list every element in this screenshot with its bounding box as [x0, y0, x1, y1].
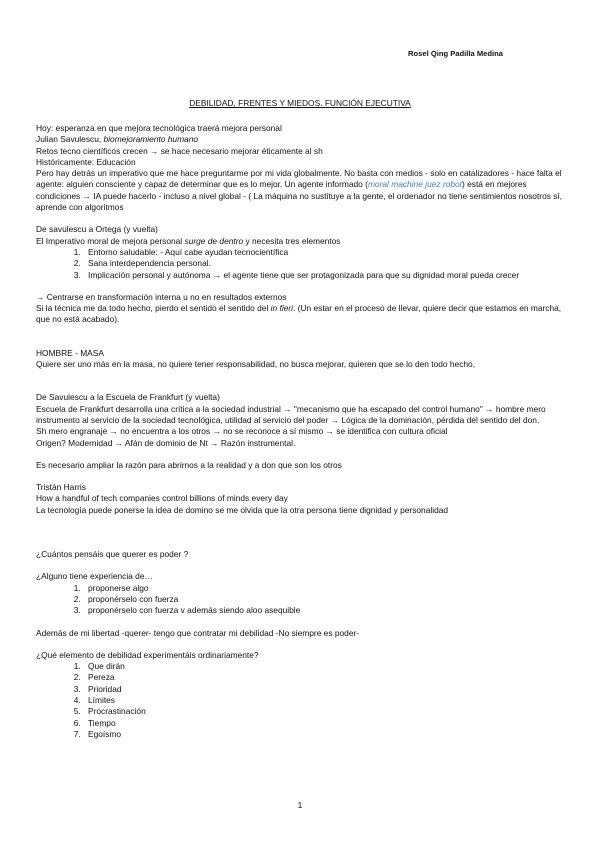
frankfurt-paragraph: Escuela de Frankfurt desarrolla una crítica a la sociedad industrial → "mecanismo que ha escapado del control humano" → hombre mero instrumento al servicio de la sociedad tecnológica, utilidad al servicio del poder → Lógica de la dominación, pérdida del sentido del don. — [36, 403, 546, 425]
list-item: 3. Implicación personal y autónoma → el agente tiene que ser protagonizada para que su dignidad moral pueda crecer — [83, 270, 566, 281]
moral-machine-link[interactable]: moral machine juez robot — [367, 179, 462, 190]
section-heading-masa: HOMBRE - MASA — [36, 347, 104, 358]
intro-line: Retos tecno científicos crecen → se hace necesario mejorar éticamente al sh — [36, 145, 323, 156]
author-name: Rosel Qing Padilla Medina — [408, 49, 503, 58]
question-3: ¿Qué elemento de debilidad experimentáis ordinariamente? — [36, 649, 259, 660]
list-item: 2. Pereza — [83, 672, 566, 683]
ortega-list — [36, 247, 566, 281]
frankfurt-line: Es necesario ampliar la razón para abrirnos a la realidad y a don que son los otros — [36, 459, 342, 470]
intro-line: Hoy: esperanza en que mejora tecnológica traerá mejora personal — [36, 123, 282, 133]
list-item: 7. Egoísmo — [83, 729, 566, 740]
list-item: 4. Límites — [83, 695, 566, 706]
ortega-fieri-paragraph: Si la técnica me da todo hecho, pierdo el sentido el sentido del in fieri. (Un estar en el proceso de llevar, quiere decir que estamos en marcha, que no está acabado). — [36, 303, 562, 325]
question-2-list — [36, 583, 566, 617]
list-item: 1. Entorno saludable: - Aquí cabe ayudan tecnocientífica — [83, 247, 566, 258]
ortega-arrow-line: → Centrarse en transformación interna u no en resultados externos — [36, 291, 287, 302]
document-title: DEBILIDAD, FRENTES Y MIEDOS. FUNCIÓN EJECUTIVA — [189, 98, 411, 108]
list-item: 1. Que dirán — [83, 661, 566, 672]
libertad-line: Además de mi libertad -querer- tengo que contratar mi debilidad -No siempre es poder- — [36, 627, 360, 638]
page-number: 1 — [297, 800, 303, 810]
list-item: 1. proponerse algo — [83, 583, 566, 594]
intro-paragraph: Pero hay detrás un imperativo que me hace preguntarme por mi vida globalmente. No basta con medios - solo en catalizadores - hace falta el agente: alguien consciente y capaz de determinar que es lo mejor. Un agente informado (moral machine juez robot) está en mejores condiciones → IA puede hacerlo - incluso a nivel global - ( La máquina no sustituye a la gente, el ordenador no tiene sentimientos nosotros sí, aprende con algoritmos — [36, 168, 563, 213]
list-item: 2. Sana interdependencia personal. — [83, 258, 566, 269]
list-item: 2. proponérselo con fuerza — [83, 594, 566, 605]
section-heading-frankfurt: De Savulescu a la Escuela de Frankfurt (y vuelta) — [36, 392, 220, 403]
harris-name: Tristán Harris — [36, 482, 86, 493]
ortega-line: El Imperativo moral de mejora personal surge de dentro y necesita tres elementos — [36, 235, 341, 246]
document-body — [36, 123, 566, 740]
masa-text: Quiere ser uno más en la masa, no quiere tener responsabilidad, no busca mejorar, quieren que se lo den todo hecho, — [36, 359, 476, 370]
question-2: ¿Alguno tiene experiencia de… — [36, 571, 153, 582]
question-1: ¿Cuántos pensáis que querer es poder ? — [36, 549, 189, 560]
list-item: 6. Tiempo — [83, 718, 566, 729]
intro-line: Julian Savulescu, biomejoramiento humano — [36, 134, 199, 145]
list-item: 3. Prioridad — [83, 684, 566, 695]
frankfurt-line: Origen? Modernidad → Afán de dominio de Nt → Razón instrumental. — [36, 437, 296, 448]
question-3-list — [36, 661, 566, 740]
intro-line: Históricamente: Educación — [36, 156, 136, 167]
list-item: 3. proponérselo con fuerza v además siendo aloo asequible — [83, 605, 566, 616]
harris-line: La tecnología puede ponerse la idea de domino se me olvida que la otra persona tiene dignidad y personalidad — [36, 504, 449, 515]
list-item: 5. Procrastinación — [83, 706, 566, 717]
harris-line: How a handful of tech companies control billions of minds every day — [36, 493, 288, 504]
frankfurt-line: Sh mero engranaje → no encuentra a los otros → no se reconoce a sí mismo → se identifica con cultura oficial — [36, 426, 448, 437]
section-heading-ortega: De savulescu a Ortega (y vuelta) — [36, 224, 158, 235]
